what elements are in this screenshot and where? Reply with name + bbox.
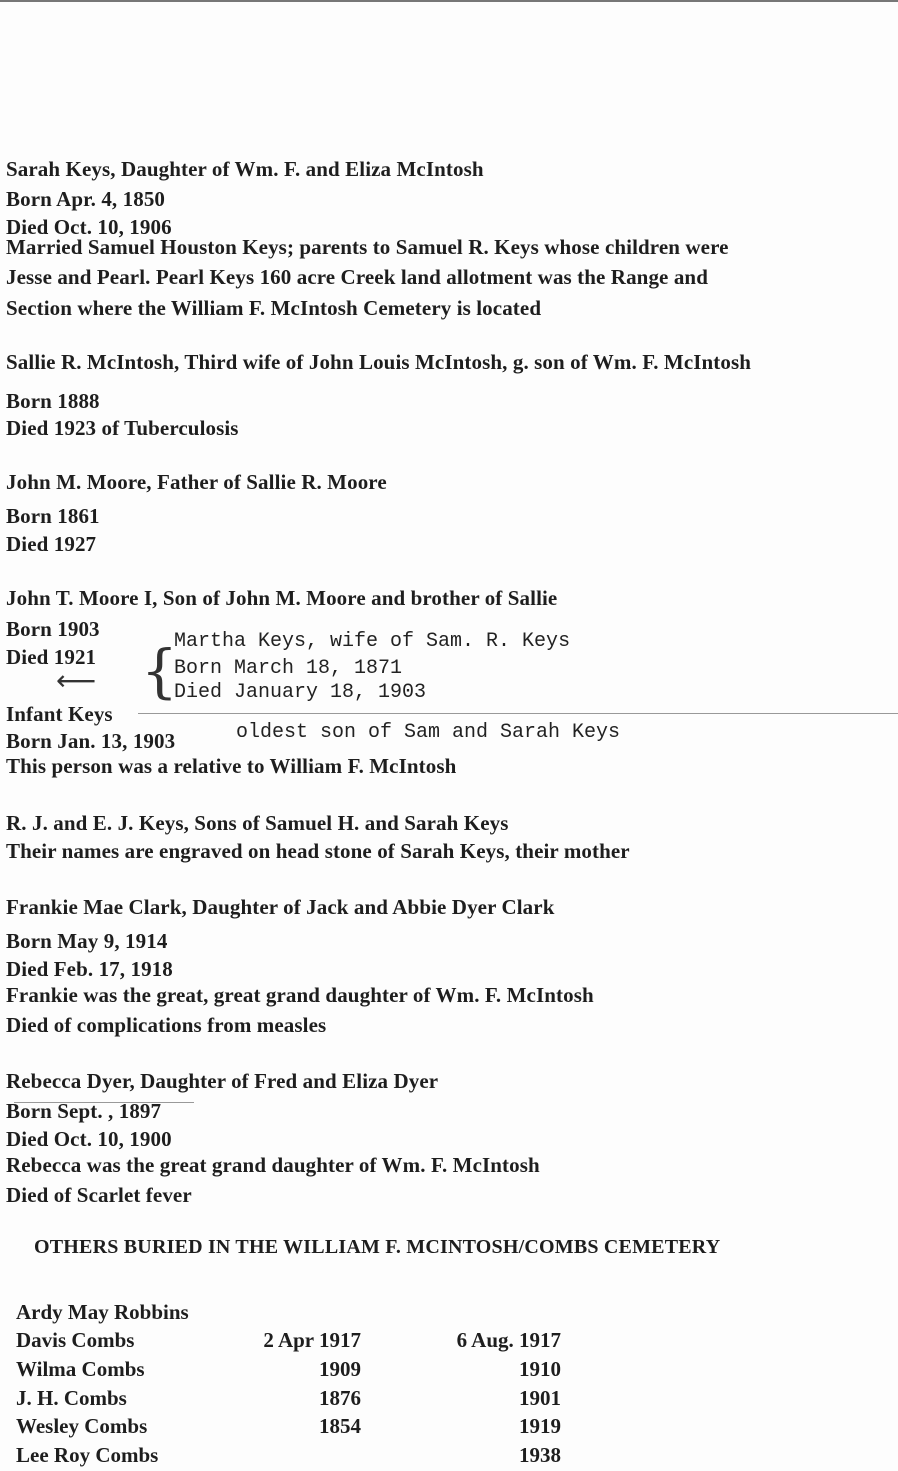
section-heading: OTHERS BURIED IN THE WILLIAM F. MCINTOSH/COMBS CEMETERY: [34, 1236, 721, 1258]
note-line: Born March 18, 1871: [174, 657, 403, 680]
entry-line: Infant Keys: [6, 702, 113, 726]
table-row: [16, 1327, 561, 1356]
entry-line: John T. Moore I, Son of John M. Moore and brother of Sallie: [6, 586, 558, 610]
left-arrow-icon: ⟵: [56, 664, 97, 697]
entry-line: Died 1921: [6, 645, 97, 669]
note-line: Martha Keys, wife of Sam. R. Keys: [174, 630, 571, 653]
cell-born: [221, 1298, 361, 1327]
entry-line: Rebecca Dyer, Daughter of Fred and Eliza Dyer: [6, 1069, 439, 1093]
entry-line: Born May 9, 1914: [6, 929, 168, 953]
cell-name: J. H. Combs: [16, 1385, 127, 1410]
entry-line: Died Oct. 10, 1900: [6, 1127, 172, 1151]
cell-died: 1938: [519, 1442, 561, 1467]
cell-name: Ardy May Robbins: [16, 1299, 189, 1324]
entry-line: Sallie R. McIntosh, Third wife of John Louis McIntosh, g. son of Wm. F. McIntosh: [6, 350, 752, 374]
cell-name: Lee Roy Combs: [16, 1442, 159, 1467]
table-row: [16, 1355, 561, 1384]
infant-note: oldest son of Sam and Sarah Keys: [236, 721, 621, 744]
cell-name: Wesley Combs: [16, 1414, 148, 1439]
page-top-border: [0, 0, 898, 2]
entry-line: Frankie was the great, great grand daughter of Wm. F. McIntosh: [6, 983, 594, 1007]
cell-died: 6 Aug. 1917: [456, 1328, 561, 1353]
cell-born: 1876: [319, 1385, 361, 1410]
entry-line: Died of complications from measles: [6, 1013, 327, 1037]
entry-line: Born 1861: [6, 504, 100, 528]
cell-name: Wilma Combs: [16, 1356, 145, 1381]
cell-born: [221, 1441, 361, 1470]
entry-line: This person was a relative to William F. McIntosh: [6, 754, 457, 778]
entry-line: Sarah Keys, Daughter of Wm. F. and Eliza McIntosh: [6, 157, 484, 181]
cell-born: 2 Apr 1917: [263, 1328, 361, 1353]
cell-died: 1910: [519, 1356, 561, 1381]
entry-line: Born Apr. 4, 1850: [6, 187, 166, 211]
table-row: [16, 1384, 561, 1413]
cell-died: 1901: [519, 1385, 561, 1410]
entry-line: Died 1927: [6, 532, 97, 556]
entry-line: Married Samuel Houston Keys; parents to Samuel R. Keys whose children were: [6, 235, 729, 259]
cell-died: [361, 1298, 561, 1327]
entry-line: Rebecca was the great grand daughter of Wm. F. McIntosh: [6, 1153, 540, 1177]
cell-name: Davis Combs: [16, 1328, 135, 1353]
divider-line: [138, 713, 898, 714]
cell-born: 1909: [319, 1356, 361, 1381]
others-table: [16, 1298, 561, 1470]
entry-line: R. J. and E. J. Keys, Sons of Samuel H. and Sarah Keys: [6, 811, 509, 835]
entry-line: Their names are engraved on head stone of Sarah Keys, their mother: [6, 839, 630, 863]
note-line: Died January 18, 1903: [174, 681, 427, 704]
cell-born: 1854: [319, 1414, 361, 1439]
entry-line: Died Oct. 10, 1906: [6, 215, 172, 239]
cell-died: 1919: [519, 1414, 561, 1439]
entry-line: Section where the William F. McIntosh Cemetery is located: [6, 296, 542, 320]
entry-line: Born 1888: [6, 389, 100, 413]
table-row: [16, 1298, 561, 1327]
entry-line: Jesse and Pearl. Pearl Keys 160 acre Creek land allotment was the Range and: [6, 265, 708, 289]
entry-line: Died Feb. 17, 1918: [6, 957, 173, 981]
entry-line: Born 1903: [6, 617, 100, 641]
entry-line: Born Jan. 13, 1903: [6, 729, 176, 753]
entry-line: Frankie Mae Clark, Daughter of Jack and Abbie Dyer Clark: [6, 895, 555, 919]
entry-line: John M. Moore, Father of Sallie R. Moore: [6, 470, 387, 494]
entry-line: Born Sept. , 1897: [6, 1099, 162, 1123]
table-row: [16, 1412, 561, 1441]
entry-line: Died of Scarlet fever: [6, 1183, 192, 1207]
entry-line: Died 1923 of Tuberculosis: [6, 416, 239, 440]
table-row: [16, 1441, 561, 1470]
brace-mark: {: [141, 637, 178, 705]
